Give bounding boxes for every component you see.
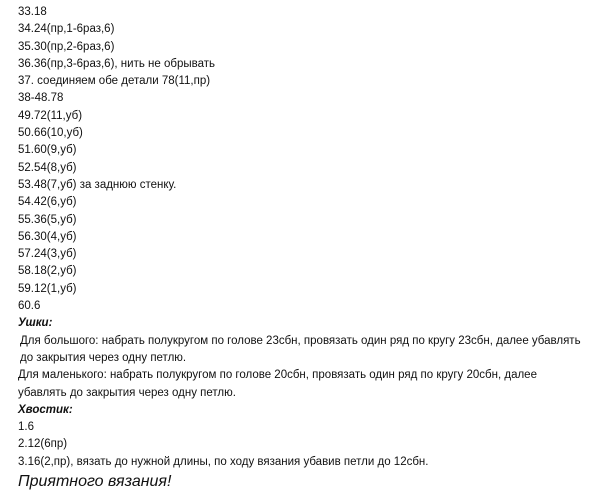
row-58: 58.18(2,уб) [18,265,77,278]
tail-row-3: 3.16(2,пр), вязать до нужной длины, по ходу вязания убавив петли до 12сбн. [18,455,429,468]
row-55: 55.36(5,уб) [18,213,77,226]
row-57: 57.24(3,уб) [18,248,77,261]
row-49: 49.72(11,уб) [18,109,83,122]
ears-small-instructions: Для маленького: набрать полукругом по голове 20сбн, провязать один ряд по кругу 20сбн, далее убавлять до закрытия через одну петлю. [18,369,537,399]
row-54: 54.42(6,уб) [18,196,77,209]
row-59: 59.12(1,уб) [18,282,77,295]
tail-row-2: 2.12(6пр) [18,438,68,451]
row-34: 34.24(пр,1-6раз,6) [18,23,115,36]
row-56: 56.30(4,уб) [18,230,77,243]
tail-row-1: 1.6 [18,421,34,434]
row-38-48: 38-48.78 [18,92,64,105]
row-36: 36.36(пр,3-6раз,6), нить не обрывать [18,57,215,70]
ears-large-instructions: Для большого: набрать полукругом по голове 23сбн, провязать один ряд по кругу 23сбн, далее убавлять до закрытия через одну петлю. [20,334,581,364]
row-33: 33.18 [18,6,47,18]
row-50: 50.66(10,уб) [18,127,83,140]
row-53: 53.48(7,уб) за заднюю стенку. [18,178,177,191]
tail-heading: Хвостик: [18,403,73,416]
row-60: 60.6 [18,300,41,313]
closing-wish: Приятного вязания! [18,473,172,491]
row-35: 35.30(пр,2-6раз,6) [18,40,115,53]
ears-heading: Ушки: [18,317,53,330]
row-51: 51.60(9,уб) [18,144,77,157]
row-52: 52.54(8,уб) [18,161,77,174]
row-37: 37. соединяем обе детали 78(11,пр) [18,75,211,88]
